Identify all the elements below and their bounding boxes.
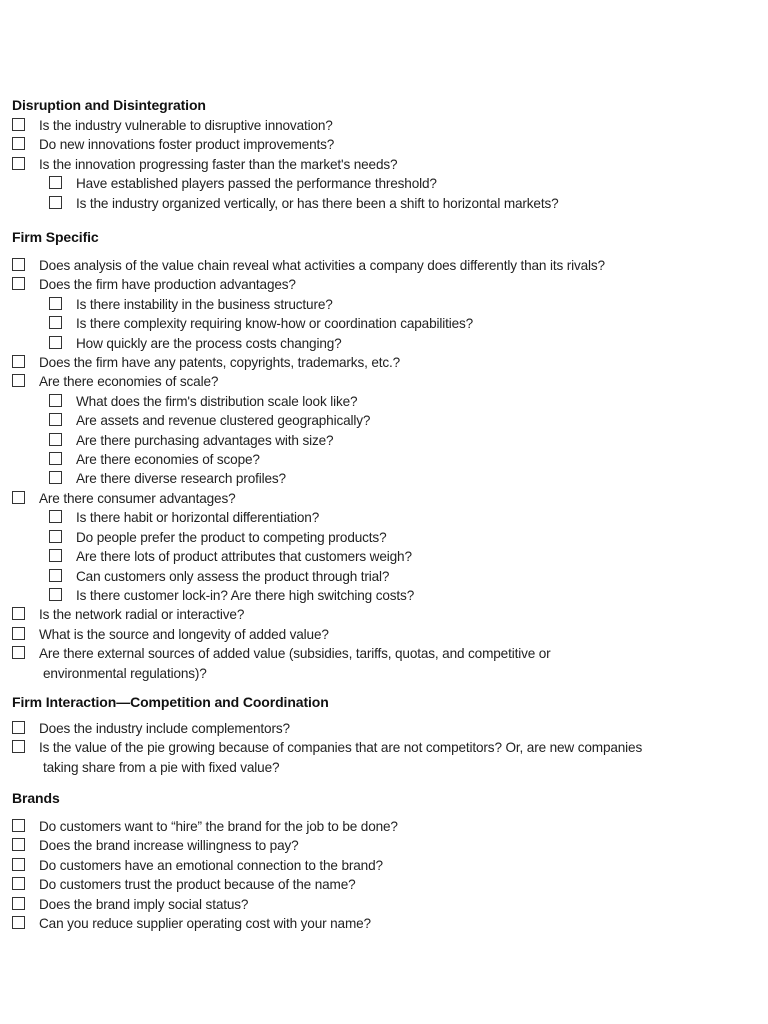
checklist xyxy=(12,817,762,933)
item-label-continuation: taking share from a pie with fixed value? xyxy=(43,759,280,775)
checkbox[interactable] xyxy=(12,277,25,290)
checkbox[interactable] xyxy=(49,394,62,407)
checkbox[interactable] xyxy=(12,355,25,368)
section-firm-interaction xyxy=(12,694,762,777)
item-label: Can you reduce supplier operating cost with your name? xyxy=(39,916,371,932)
checklist-item xyxy=(12,817,762,836)
item-label: Is the industry organized vertically, or has there been a shift to horizontal markets? xyxy=(76,195,559,211)
checkbox[interactable] xyxy=(12,627,25,640)
checklist-subitem xyxy=(12,174,762,193)
item-label: Do new innovations foster product improvements? xyxy=(39,137,335,153)
item-label: Does the firm have any patents, copyrights, trademarks, etc.? xyxy=(39,355,401,371)
section-title: Firm Interaction—Competition and Coordination xyxy=(12,694,329,710)
checklist-item xyxy=(12,135,762,154)
checklist-subitem xyxy=(12,411,762,430)
item-label: Do people prefer the product to competing products? xyxy=(76,529,387,545)
item-label: How quickly are the process costs changing? xyxy=(76,335,342,351)
checkbox[interactable] xyxy=(12,740,25,753)
checklist xyxy=(12,116,762,213)
checklist-subitem xyxy=(12,314,762,333)
checkbox[interactable] xyxy=(49,549,62,562)
item-label-line: Are there external sources of added value (subsidies, tariffs, quotas, and competitive or xyxy=(39,646,551,662)
item-label: What is the source and longevity of added value? xyxy=(39,626,329,642)
checklist-subitem xyxy=(12,586,762,605)
checkbox[interactable] xyxy=(49,297,62,310)
checkbox[interactable] xyxy=(12,897,25,910)
item-label xyxy=(39,738,762,776)
checklist xyxy=(12,256,762,683)
checklist-item xyxy=(12,256,762,275)
checklist-item xyxy=(12,155,762,174)
item-label: Do customers want to “hire” the brand for the job to be done? xyxy=(39,819,398,834)
item-label: What does the firm's distribution scale look like? xyxy=(76,393,358,409)
checkbox[interactable] xyxy=(49,196,62,209)
checklist-item xyxy=(12,856,762,875)
checklist-subitem xyxy=(12,392,762,411)
checklist-item xyxy=(12,914,762,933)
item-label: Does the brand increase willingness to pay? xyxy=(39,838,299,854)
item-label: Are there consumer advantages? xyxy=(39,490,236,506)
item-label: Are there purchasing advantages with size? xyxy=(76,432,334,448)
checklist-item xyxy=(12,895,762,914)
checkbox[interactable] xyxy=(12,258,25,271)
checkbox[interactable] xyxy=(12,137,25,150)
item-label: Is the innovation progressing faster than the market's needs? xyxy=(39,156,398,172)
checkbox[interactable] xyxy=(49,413,62,426)
item-label: Are there economies of scope? xyxy=(76,452,260,468)
checklist-item xyxy=(12,372,762,391)
checkbox[interactable] xyxy=(12,721,25,734)
item-label: Are assets and revenue clustered geographically? xyxy=(76,413,371,429)
checkbox[interactable] xyxy=(12,819,25,832)
section-title: Firm Specific xyxy=(12,229,99,245)
checkbox[interactable] xyxy=(12,607,25,620)
checklist-item xyxy=(12,489,762,508)
checkbox[interactable] xyxy=(49,569,62,582)
item-label: Are there diverse research profiles? xyxy=(76,471,286,487)
checklist-item xyxy=(12,605,762,624)
checklist-item xyxy=(12,719,762,738)
item-label: Is the industry vulnerable to disruptive innovation? xyxy=(39,118,333,133)
checklist-subitem xyxy=(12,450,762,469)
checklist xyxy=(12,719,762,777)
checkbox[interactable] xyxy=(49,176,62,189)
item-label: Is there habit or horizontal differentiation? xyxy=(76,510,320,526)
checkbox[interactable] xyxy=(49,336,62,349)
item-label: Have established players passed the performance threshold? xyxy=(76,176,437,192)
checklist-item xyxy=(12,836,762,855)
checklist-subitem xyxy=(12,547,762,566)
item-label: Does the firm have production advantages? xyxy=(39,277,296,293)
item-label: Can customers only assess the product through trial? xyxy=(76,568,390,584)
checkbox[interactable] xyxy=(49,530,62,543)
checklist-item xyxy=(12,738,762,776)
checkbox[interactable] xyxy=(12,838,25,851)
checkbox[interactable] xyxy=(12,491,25,504)
checklist-item xyxy=(12,353,762,372)
item-label-continuation: environmental regulations)? xyxy=(43,665,207,681)
checkbox[interactable] xyxy=(49,452,62,465)
checkbox[interactable] xyxy=(12,646,25,659)
item-label xyxy=(39,644,762,682)
item-label-line: Is the value of the pie growing because of companies that are not competitors? Or, are new companies xyxy=(39,740,643,756)
checkbox[interactable] xyxy=(49,471,62,484)
section-title: Disruption and Disintegration xyxy=(12,97,206,113)
item-label: Is the network radial or interactive? xyxy=(39,607,245,623)
checklist-item xyxy=(12,875,762,894)
checkbox[interactable] xyxy=(12,858,25,871)
checkbox[interactable] xyxy=(12,877,25,890)
item-label: Does the industry include complementors? xyxy=(39,721,290,736)
item-label: Are there lots of product attributes that customers weigh? xyxy=(76,549,412,565)
checklist-subitem xyxy=(12,567,762,586)
item-label: Do customers trust the product because of the name? xyxy=(39,877,356,893)
checklist-item xyxy=(12,625,762,644)
item-label: Do customers have an emotional connection to the brand? xyxy=(39,857,383,873)
checklist-item xyxy=(12,275,762,294)
checkbox[interactable] xyxy=(12,916,25,929)
checkbox[interactable] xyxy=(49,316,62,329)
checklist-item xyxy=(12,644,762,682)
checkbox[interactable] xyxy=(12,157,25,170)
section-firm-specific xyxy=(12,229,762,683)
checklist-subitem xyxy=(12,508,762,527)
checkbox[interactable] xyxy=(12,374,25,387)
checkbox[interactable] xyxy=(12,118,25,131)
checklist-subitem xyxy=(12,194,762,213)
checklist-subitem xyxy=(12,431,762,450)
item-label: Does analysis of the value chain reveal what activities a company does differently than its rivals? xyxy=(39,258,605,273)
checkbox[interactable] xyxy=(49,433,62,446)
section-brands xyxy=(12,790,762,933)
checkbox[interactable] xyxy=(49,588,62,601)
item-label: Is there instability in the business structure? xyxy=(76,296,333,312)
checklist-subitem xyxy=(12,295,762,314)
section-title: Brands xyxy=(12,790,60,806)
checkbox[interactable] xyxy=(49,510,62,523)
section-disruption xyxy=(12,97,762,213)
checklist-subitem xyxy=(12,334,762,353)
item-label: Is there customer lock-in? Are there high switching costs? xyxy=(76,587,415,603)
item-label: Are there economies of scale? xyxy=(39,374,219,390)
checklist-subitem xyxy=(12,469,762,488)
checklist-subitem xyxy=(12,528,762,547)
item-label: Is there complexity requiring know-how or coordination capabilities? xyxy=(76,316,474,332)
item-label: Does the brand imply social status? xyxy=(39,896,249,912)
checklist-item xyxy=(12,116,762,135)
